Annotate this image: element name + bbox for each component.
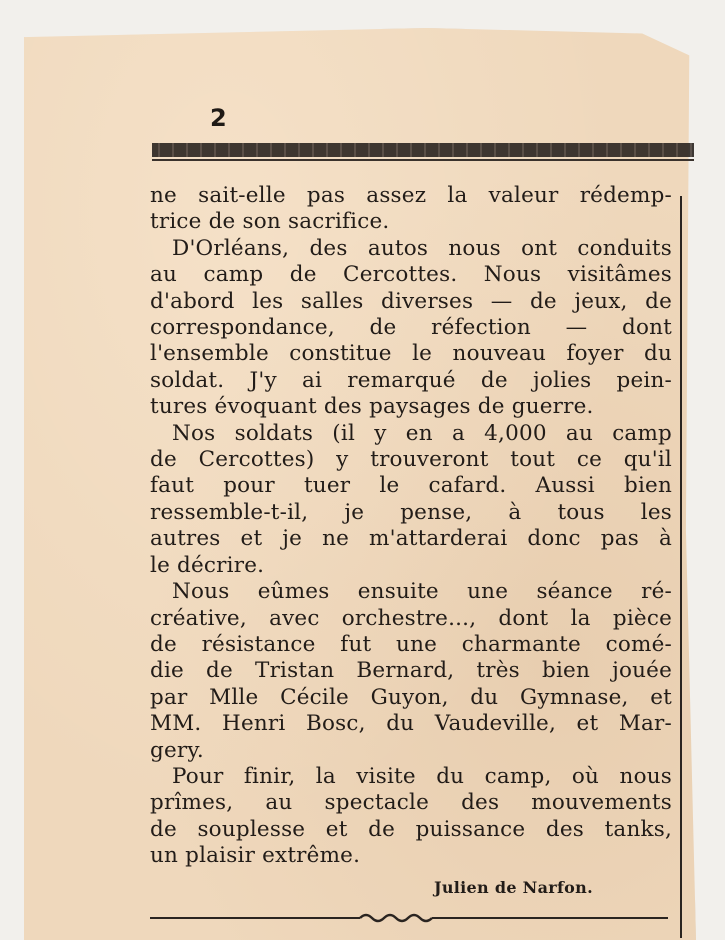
article-line: Nous eûmes ensuite une séance ré-	[172, 579, 672, 605]
header-rule-thin	[152, 159, 694, 161]
article-line: tures évoquant des paysages de guerre.	[150, 394, 594, 420]
article-line: de résistance fut une charmante comé-	[150, 631, 672, 657]
article-line: par Mlle Cécile Guyon, du Gymnase, et	[150, 684, 672, 710]
article-line: le décrire.	[150, 552, 265, 578]
article-line: créative, avec orchestre..., dont la pièce	[150, 605, 672, 631]
article-line: un plaisir extrême.	[150, 843, 361, 869]
article-line: au camp de Cercottes. Nous visitâmes	[150, 262, 672, 288]
article-line: Pour finir, la visite du camp, où nous	[172, 763, 672, 789]
article-line: l'ensemble constitue le nouveau foyer du	[150, 341, 672, 367]
header-rule	[152, 143, 694, 157]
article-line: faut pour tuer le cafard. Aussi bien	[150, 473, 672, 499]
author-signature: Julien de Narfon.	[434, 878, 593, 897]
article-line: ressemble-t-il, je pense, à tous les	[150, 499, 672, 525]
article-line: soldat. J'y ai remarqué de jolies pein-	[150, 367, 672, 393]
footer-ornament-rule	[150, 912, 668, 924]
article-line: D'Orléans, des autos nous ont conduits	[172, 235, 672, 261]
article-line: correspondance, de réfection — dont	[150, 315, 672, 341]
article-line: de Cercottes) y trouveront tout ce qu'il	[150, 447, 672, 473]
article-line: ne sait-elle pas assez la valeur rédemp-	[150, 183, 672, 208]
article-body	[150, 183, 672, 870]
article-line: MM. Henri Bosc, du Vaudeville, et Mar-	[150, 711, 672, 737]
article-line: d'abord les salles diverses — de jeux, de	[150, 288, 672, 314]
article-line: Nos soldats (il y en a 4,000 au camp	[172, 420, 672, 446]
article-line: de souplesse et de puissance des tanks,	[150, 816, 672, 842]
article-line: die de Tristan Bernard, très bien jouée	[150, 658, 672, 684]
article-line: autres et je ne m'attarderai donc pas à	[150, 526, 672, 552]
page-number: 2	[210, 104, 227, 132]
article-line: prîmes, au spectacle des mouvements	[150, 790, 672, 816]
column-rule	[680, 196, 682, 938]
article-line: trice de son sacrifice.	[150, 209, 390, 235]
article-line: gery.	[150, 737, 204, 763]
